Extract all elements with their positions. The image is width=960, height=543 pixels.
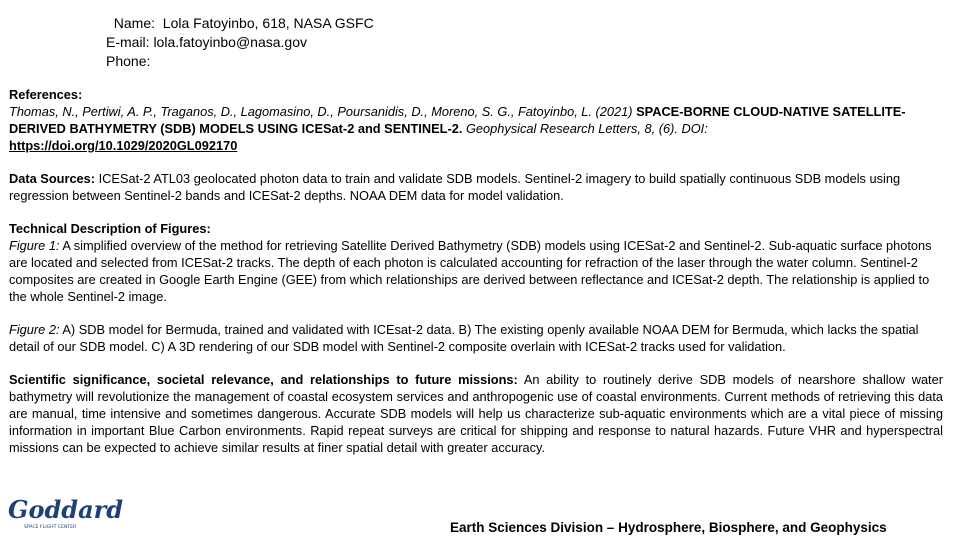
significance-heading: Scientific significance, societal relevance, and relationships to future missions: <box>9 372 518 387</box>
significance-text: An ability to routinely derive SDB models of nearshore shallow water bathymetry will revolutionize the management of coastal ecosystem services and anthropogenic use of coastal environments. Current methods of retrieving this data are manual, time intensive and sometimes dangerous. Accurate SDB models will help us characterize sub-aquatic environments which are a vital piece of missing information in important Blue Carbon environments. Rapid repeat surveys are critical for shipping and response to natural hazards. Future VHR and hyperspectral missions can be expected to achieve similar results at finer spatial detail with greater accuracy. <box>9 372 943 455</box>
contact-phone: Phone: <box>106 53 151 69</box>
reference-authors: Thomas, N., Pertiwi, A. P., Traganos, D., Lagomasino, D., Poursanidis, D., Moreno, S. G., Fatoyinbo, L. (2021) <box>9 104 637 119</box>
figure2-label: Figure 2: <box>9 322 60 337</box>
figure2-text: A) SDB model for Bermuda, trained and validated with ICEsat-2 data. B) The existing openly available NOAA DEM for Bermuda, which lacks the spatial detail of our SDB model. C) A 3D rendering of our SDB model with Sentinel-2 composite overlain with ICESat-2 tracks used for validation. <box>9 322 919 354</box>
goddard-logo-graphic <box>6 490 124 538</box>
data-sources-text: ICESat-2 ATL03 geolocated photon data to train and validate SDB models. Sentinel-2 imagery to build spatially continuous SDB models using regression between Sentinel-2 bands and ICESat-2 depths. NOAA DEM data for model validation. <box>9 171 901 203</box>
reference-journal: Geophysical Research Letters, 8, (6). DOI: <box>462 121 708 136</box>
references-section <box>9 86 943 154</box>
reference-title: SPACE-BORNE CLOUD-NATIVE SATELLITE-DERIVED BATHYMETRY (SDB) MODELS USING ICESat-2 and SENTINEL-2. <box>9 104 906 136</box>
contact-block <box>106 14 374 71</box>
main-content <box>9 86 943 472</box>
goddard-wordmark: Goddard <box>8 495 124 524</box>
reference-citation <box>9 103 943 137</box>
data-sources-heading: Data Sources: <box>9 171 96 186</box>
figure2-description <box>9 321 943 355</box>
figure1-text: A simplified overview of the method for retrieving Satellite Derived Bathymetry (SDB) models using ICESat-2 and Sentinel-2. Sub-aquatic surface photons are located and selected from ICESat-2 tracks. The depth of each photon is calculated accounting for refraction of the laser through the water column. Sentinel-2 composites are created in Google Earth Engine (GEE) from which relationships are derived between reflectance and ICESat-2 depth. The relationship is applied to the whole Sentinel-2 image. <box>9 238 932 304</box>
doi-link[interactable]: https://doi.org/10.1029/2020GL092170 <box>9 138 238 153</box>
figure1-description <box>9 237 943 305</box>
contact-email: E-mail: lola.fatoyinbo@nasa.gov <box>106 34 307 50</box>
contact-name: Name: Lola Fatoyinbo, 618, NASA GSFC <box>106 15 374 31</box>
references-heading: References: <box>9 87 83 102</box>
technical-heading: Technical Description of Figures: <box>9 221 211 236</box>
goddard-subtitle: SPACE FLIGHT CENTER <box>24 525 77 530</box>
data-sources-section <box>9 170 943 204</box>
figure1-label: Figure 1: <box>9 238 60 253</box>
footer-division: Earth Sciences Division – Hydrosphere, Biosphere, and Geophysics <box>450 520 887 535</box>
goddard-logo <box>6 490 124 538</box>
technical-section <box>9 220 943 305</box>
significance-section <box>9 371 943 456</box>
